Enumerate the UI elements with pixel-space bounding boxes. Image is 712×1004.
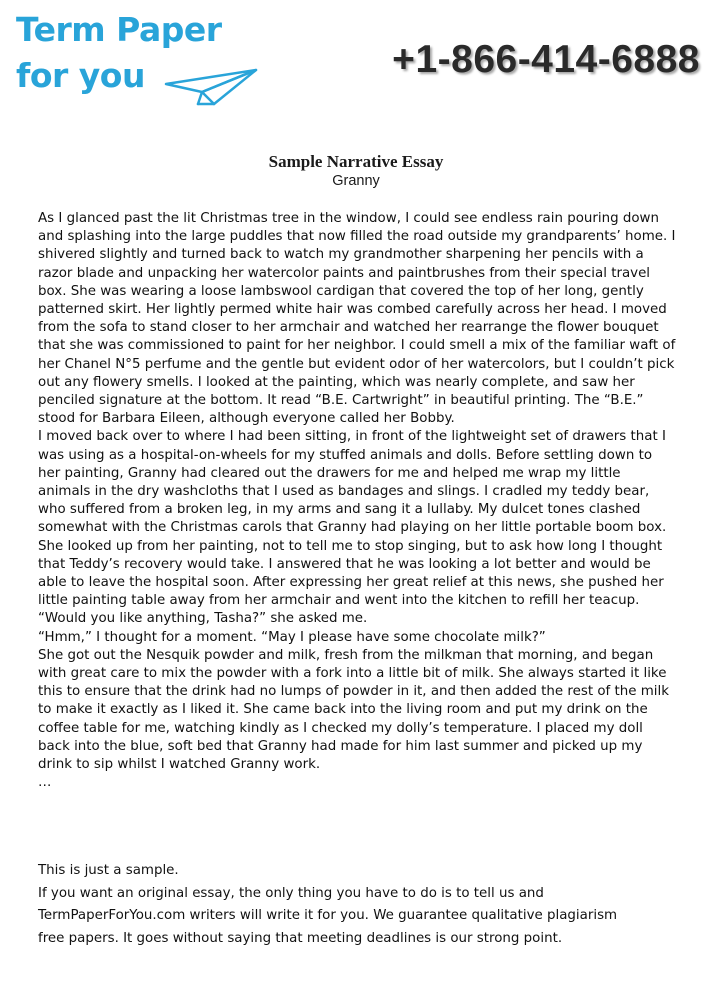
document-title-block [0, 152, 712, 190]
logo-text-line2: for you [16, 56, 145, 95]
essay-body [38, 210, 676, 793]
essay-paragraph: “Hmm,” I thought for a moment. “May I please have some chocolate milk?” [38, 629, 546, 645]
page-subtitle: Granny [332, 173, 380, 189]
notice-line: TermPaperForYou.com writers will write it for you. We guarantee qualitative plagiarism [38, 908, 618, 924]
paper-plane-icon [162, 54, 260, 106]
essay-paragraph: She got out the Nesquik powder and milk, fresh from the milkman that morning, and began with great care to mix the powder with a fork into a little bit of milk. She always started it like this to ensure that the drink had no lumps of powder in it, and then added the rest of the milk to make it exactly as I liked it. She came back into the living room and put my drink on the coffee table for me, watching kindly as I checked my dolly’s temperature. I placed my doll back into the blue, soft bed that Granny had made for him last summer and picked up my drink to sip whilst I watched Granny work. [38, 647, 669, 773]
notice-line: If you want an original essay, the only thing you have to do is to tell us and [38, 885, 544, 901]
notice-line: free papers. It goes without saying that meeting deadlines is our strong point. [38, 930, 563, 946]
essay-paragraph: As I glanced past the lit Christmas tree in the window, I could see endless rain pouring down and splashing into the large puddles that now filled the road outside my grandparents’ home. I shivered slightly and turned back to watch my grandmother sharpening her pencils with a razor blade and unpacking her watercolor paints and paintbrushes from their special travel box. She was wearing a loose lambswool cardigan that covered the top of her long, gently patterned skirt. Her lightly permed white hair was combed carefully across her head. I moved from the sofa to stand closer to her armchair and watched her rearrange the flower bouquet that she was commissioned to paint for her neighbor. I could smell a mix of the familiar waft of her Chanel N°5 perfume and the gentle but evident odor of her watercolors, but I couldn’t pick out any flowery smells. I looked at the painting, which was nearly complete, and saw her penciled signature at the bottom. It read “B.E. Cartwright” in beautiful printing. The “B.E.” stood for Barbara Eileen, although everyone called her Bobby. [38, 211, 676, 427]
essay-paragraph: “Would you like anything, Tasha?” she asked me. [38, 611, 368, 627]
page-header [0, 0, 712, 120]
logo-text-line1: Term Paper [16, 10, 222, 49]
phone-number[interactable]: +1-866-414-6888 [392, 38, 700, 81]
essay-paragraph: I moved back over to where I had been sitting, in front of the lightweight set of drawers that I was using as a hospital-on-wheels for my stuffed animals and dolls. Before settling down to her painting, Granny had cleared out the drawers for me and helped me wrap my little animals in the dry washcloths that I used as bandages and slings. I cradled my teddy bear, who suffered from a broken leg, in my arms and sang it a lullaby. My dulcet tones clashed somewhat with the Christmas carols that Granny had playing on her little portable boom box. She looked up from her painting, not to tell me to stop singing, but to ask how long I thought that Teddy’s recovery would take. I answered that he was looking a lot better and would be able to leave the hospital soon. After expressing her great relief at this news, she pushed her little painting table away from her armchair and went into the kitchen to refill her teacup. [38, 429, 667, 609]
ellipsis: … [38, 775, 52, 791]
notice-line: This is just a sample. [38, 863, 179, 878]
page-title: Sample Narrative Essay [268, 152, 444, 171]
brand-logo[interactable] [16, 10, 256, 100]
sample-notice [38, 860, 676, 950]
